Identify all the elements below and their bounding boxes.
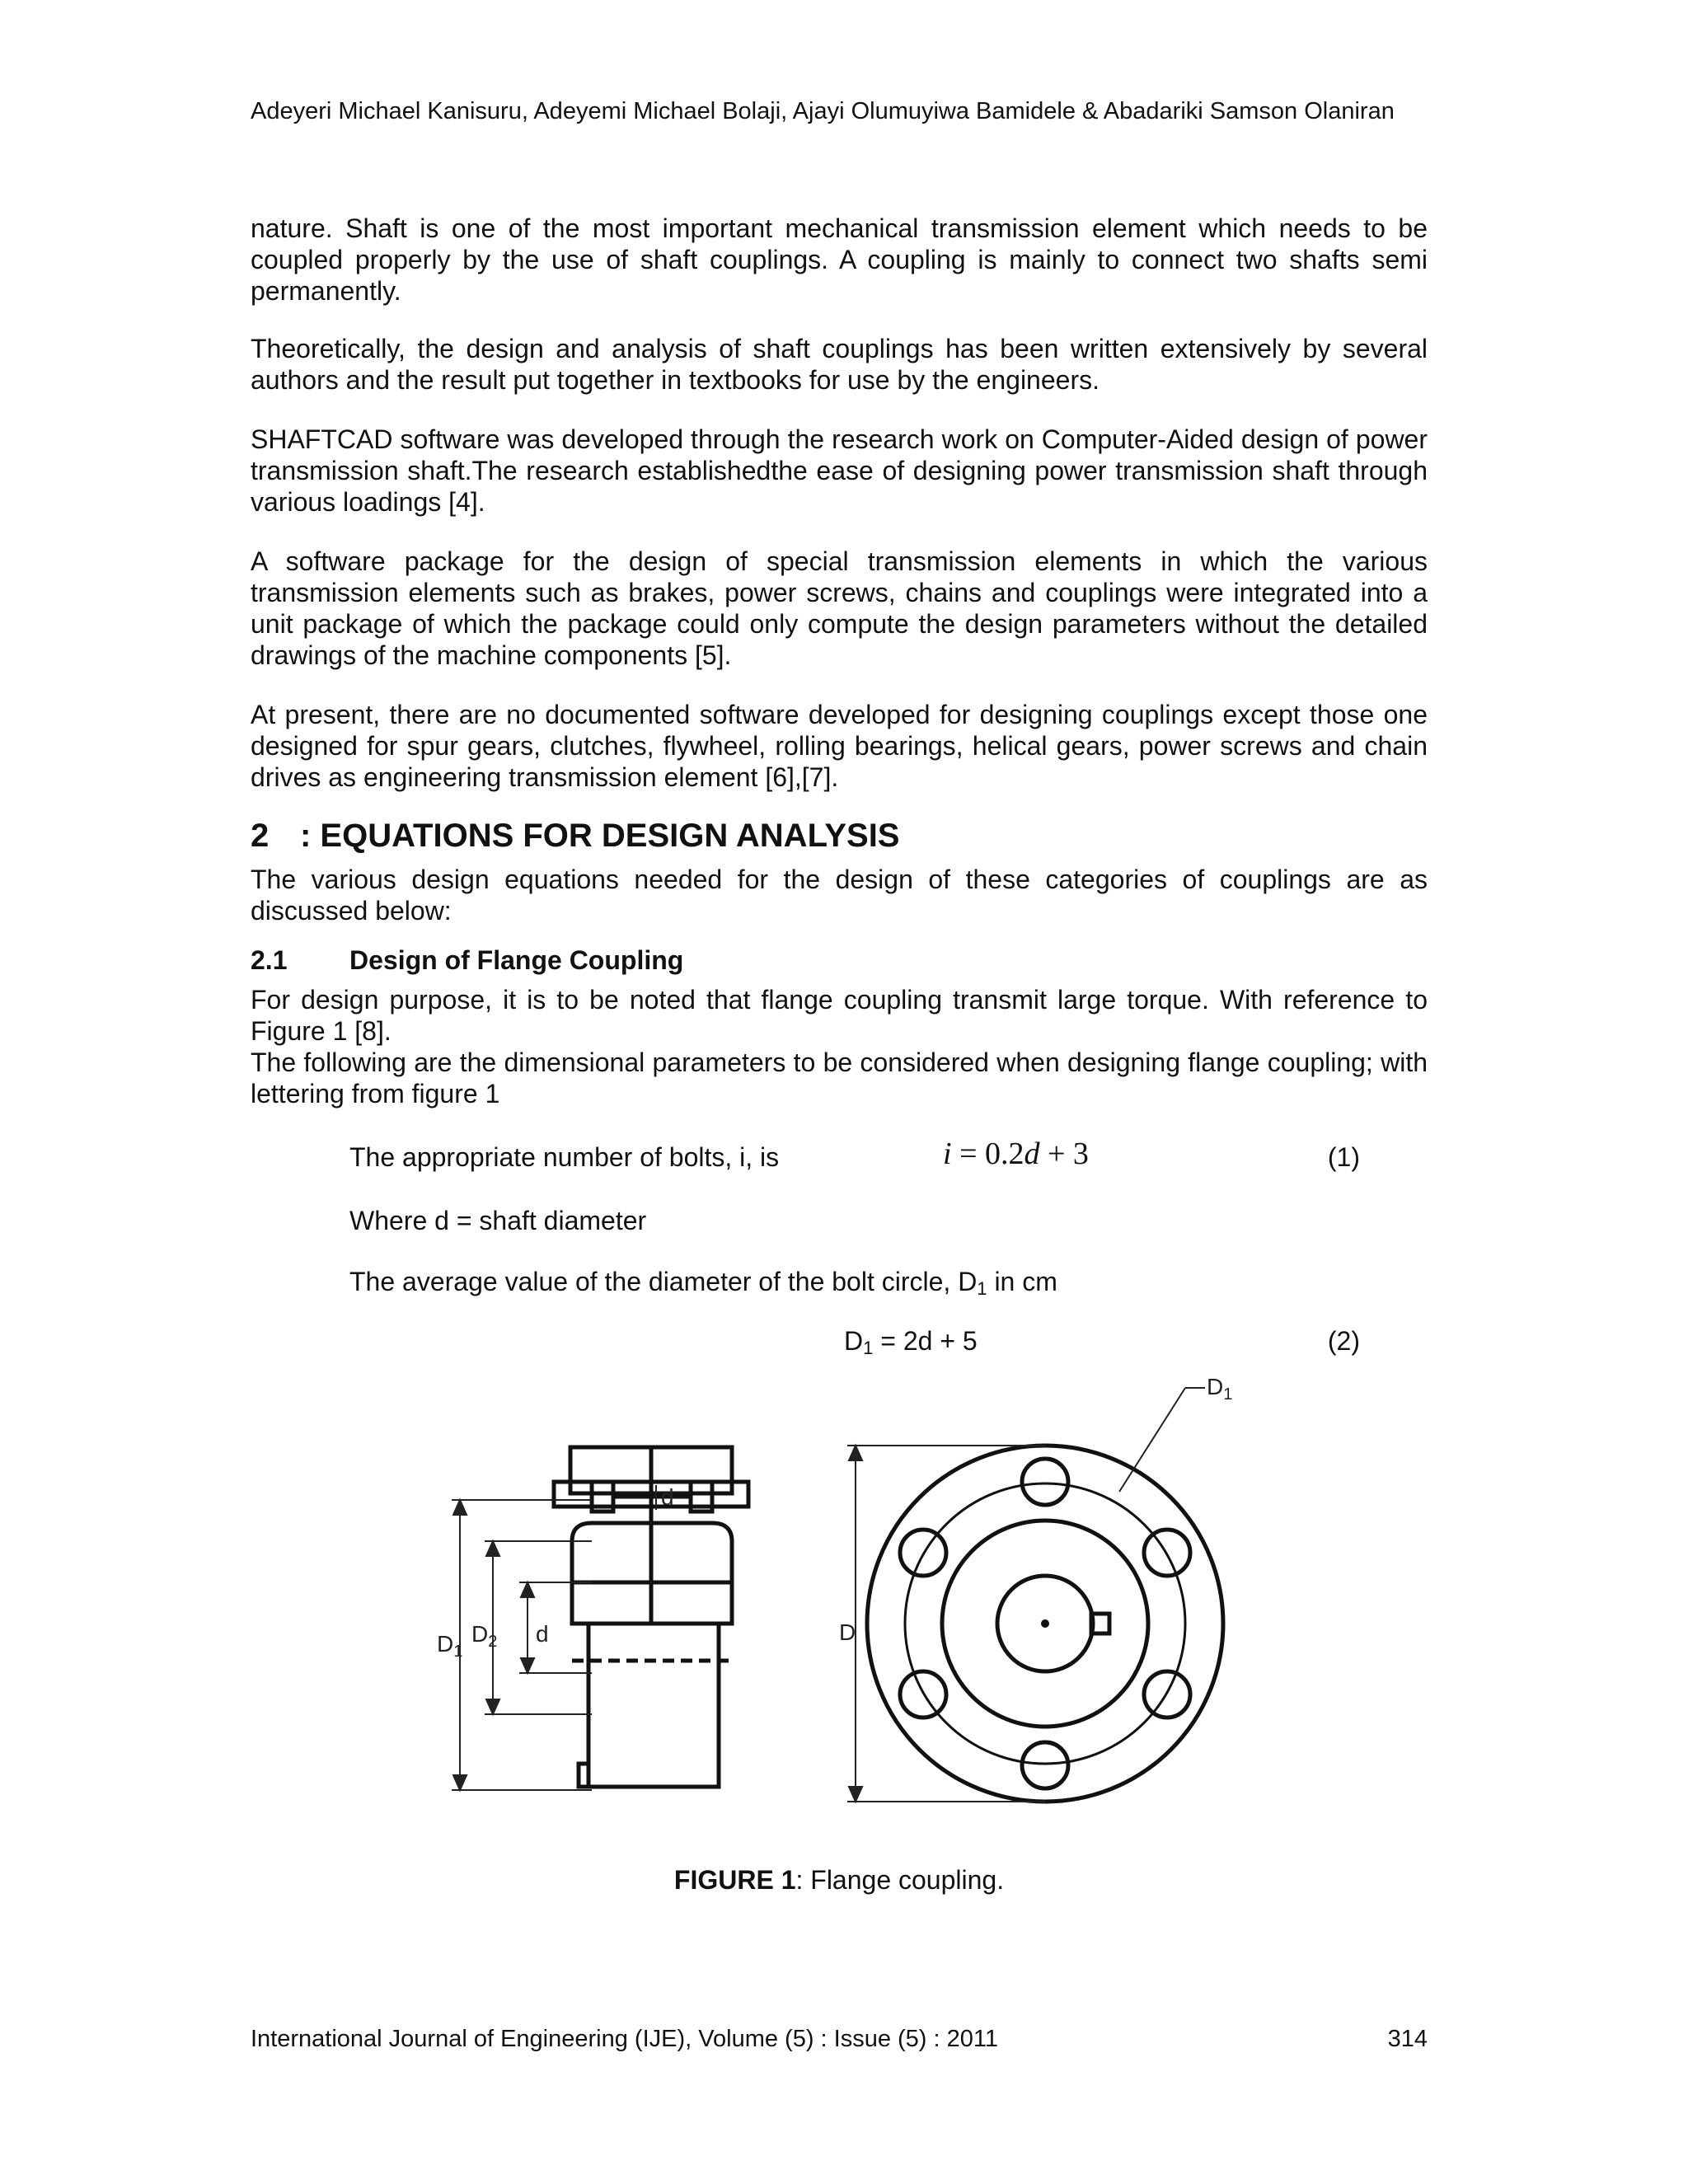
equation-2: $D_1 = 2d + 5$ xyxy=(844,1326,978,1358)
label-D1-side: $D_1$ xyxy=(437,1631,463,1661)
label-D-front: D xyxy=(839,1619,856,1645)
paragraph: At present, there are no documented software developed for designing couplings except those one designed for spur gears, clutches, flywheel, rolling bearings, helical gears, power screws and chain drives as engineering transmission element [6],[7]. xyxy=(251,700,1428,792)
where-text: Where d = shaft diameter xyxy=(349,1206,647,1235)
shaft xyxy=(588,1624,719,1787)
bolt-hole xyxy=(1022,1742,1068,1788)
set-screw xyxy=(579,1764,588,1787)
page-footer xyxy=(251,2026,1428,2053)
label-d-side: d xyxy=(536,1621,549,1647)
flange-coupling-figure xyxy=(427,1376,1251,1838)
page-number: 314 xyxy=(1387,2026,1428,2052)
paragraph: A software package for the design of special transmission elements in which the various transmission elements such as brakes, power screws, chains and couplings were integrated into a unit package of which the package could only compute the design parameters without the detailed drawings of the machine components [5]. xyxy=(251,546,1428,670)
label-D1-top: $D_1$ xyxy=(1207,1376,1233,1404)
paragraph: nature. Shaft is one of the most important mechanical transmission element which needs to be coupled properly by the use of shaft couplings. A coupling is mainly to connect two shafts semi permanently. xyxy=(251,213,1428,306)
figure-caption: FIGURE 1: Flange coupling. xyxy=(673,1865,1005,1895)
section-heading xyxy=(251,818,899,855)
section-intro: The various design equations needed for the design of these categories of couplings are as discussed below: xyxy=(251,865,1428,926)
section-title: : EQUATIONS FOR DESIGN ANALYSIS xyxy=(300,818,900,854)
bolt-hole xyxy=(1022,1459,1068,1505)
label-D2: $D_2$ xyxy=(471,1621,498,1651)
equation-1-label: The appropriate number of bolts, i, is xyxy=(349,1142,780,1172)
equation-2-number: (2) xyxy=(1327,1326,1360,1356)
center-mark xyxy=(1041,1619,1049,1628)
subsection-number: 2.1 xyxy=(251,945,288,975)
equation-1-row xyxy=(349,1137,1360,1173)
equation-1-number: (1) xyxy=(1327,1142,1360,1172)
equation-2-label: The average value of the diameter of the bolt circle, $D_1$ in cm xyxy=(349,1267,1057,1299)
running-header-authors: Adeyeri Michael Kanisuru, Adeyemi Michael Bolaji, Ajayi Olumuyiwa Bamidele & Abadariki Samson Olaniran xyxy=(251,98,1395,124)
paragraph: The following are the dimensional parameters to be considered when designing flange coupling; with lettering from figure 1 xyxy=(251,1047,1428,1108)
subsection-heading xyxy=(251,945,683,976)
section-number: 2 xyxy=(251,818,270,854)
label-d-top: d xyxy=(661,1484,674,1510)
equation-1: i = 0.2d + 3 xyxy=(943,1137,1089,1171)
paragraph: Theoretically, the design and analysis of shaft couplings has been written extensively by several authors and the result put together in textbooks for use by the engineers. xyxy=(251,334,1428,395)
paragraph: For design purpose, it is to be noted that flange coupling transmit large torque. With reference to Figure 1 [8]. xyxy=(251,985,1428,1046)
footer-journal: International Journal of Engineering (IJE), Volume (5) : Issue (5) : 2011 xyxy=(251,2026,999,2052)
paragraph: SHAFTCAD software was developed through the research work on Computer-Aided design of power transmission shaft.The research establishedthe ease of designing power transmission shaft through various loadings [4]. xyxy=(251,424,1428,517)
leader-D1 xyxy=(1119,1388,1185,1492)
subsection-title: Design of Flange Coupling xyxy=(349,945,684,975)
